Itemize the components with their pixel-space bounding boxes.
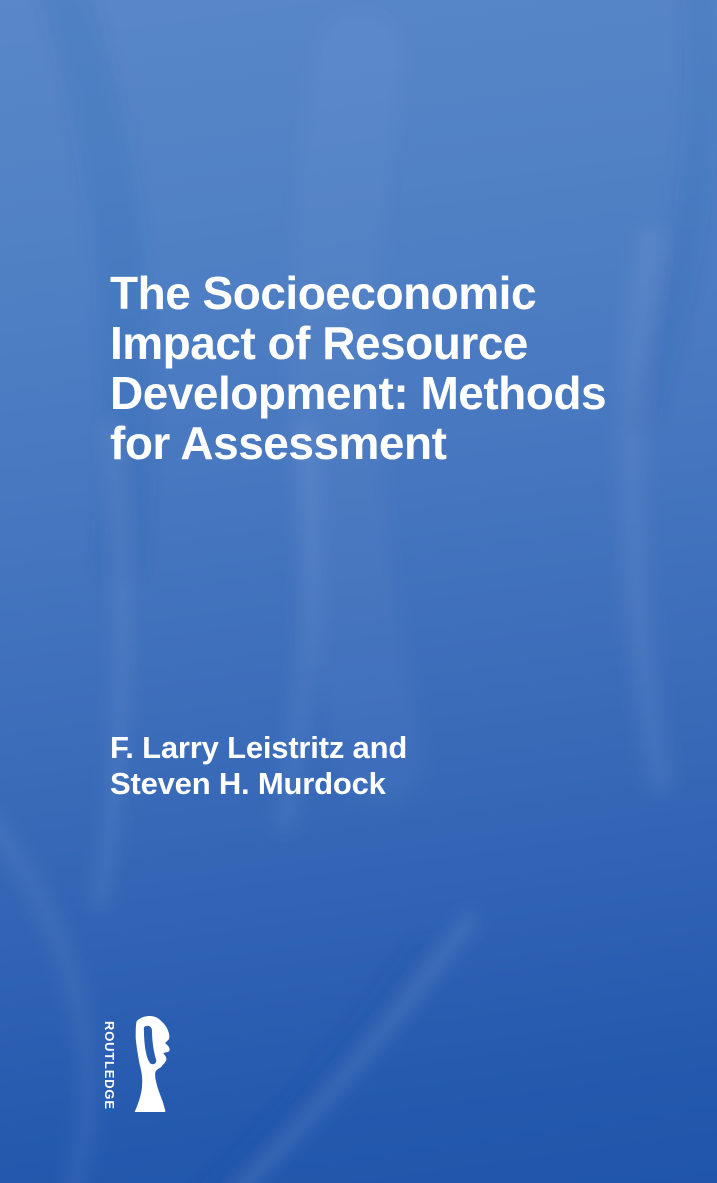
- routledge-logo: [102, 1016, 180, 1116]
- routledge-wordmark: ROUTLEDGE: [102, 1021, 117, 1110]
- book-authors: [110, 730, 530, 802]
- book-title: [110, 268, 650, 468]
- routledge-head-r-icon: [126, 1016, 174, 1115]
- author-line-2: Steven H. Murdock: [110, 766, 386, 801]
- title-line-4: for Assessment: [110, 417, 447, 469]
- title-line-1: The Socioeconomic: [110, 267, 537, 319]
- title-line-2: Impact of Resource: [110, 317, 528, 369]
- title-line-3: Development: Methods: [110, 367, 607, 419]
- author-line-1: F. Larry Leistritz and: [110, 730, 408, 765]
